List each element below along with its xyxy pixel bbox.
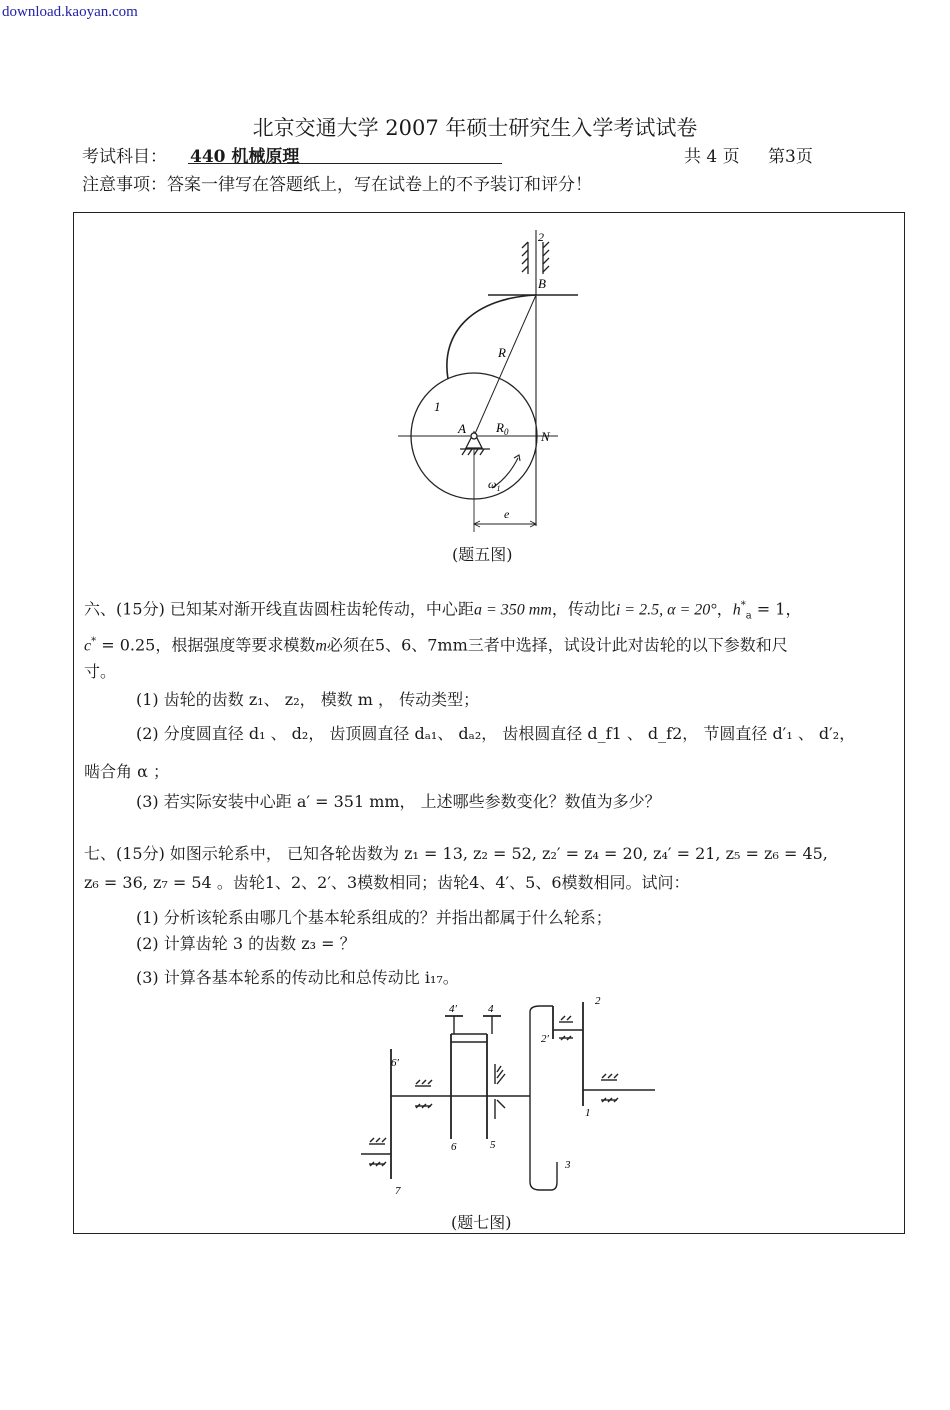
fig7-label-6p: 6′ xyxy=(391,1057,399,1069)
fig7-label-6: 6 xyxy=(451,1141,457,1153)
fig7-label-4: 4 xyxy=(488,1003,494,1015)
exam-title: 北京交通大学 2007 年硕士研究生入学考试试卷 xyxy=(252,116,698,140)
fig7-label-7: 7 xyxy=(395,1185,401,1197)
q6-item-2-cont: 啮合角 α ； xyxy=(84,762,169,781)
figure-7-caption: (题七图) xyxy=(451,1213,512,1232)
fig5-label-e: e xyxy=(504,507,510,521)
q6-item-1: (1) 齿轮的齿数 z₁、 z₂， 模数 m ， 传动类型； xyxy=(136,690,480,709)
fig5-label-B: B xyxy=(538,276,546,291)
exam-notice: 注意事项：答案一律写在答题纸上，写在试卷上的不予装订和评分！ xyxy=(82,175,592,195)
q6-line-1: 六、(15分) 已知某对渐开线直齿圆柱齿轮传动，中心距a = 350 mm，传动比i = 2.5, α = 20°，$h^*_a = 1$， xyxy=(84,599,802,622)
fig7-label-2: 2 xyxy=(595,995,601,1007)
q7-item-1: (1) 分析该轮系由哪几个基本轮系组成的？并指出都属于什么轮系； xyxy=(136,908,612,927)
q7-item-3: (3) 计算各基本轮系的传动比和总传动比 i₁₇。 xyxy=(136,968,459,987)
figure-5-cam-diagram xyxy=(380,226,610,536)
q6-line-3: 寸。 xyxy=(84,662,117,681)
subject-label: 考试科目： xyxy=(82,147,167,167)
fig5-label-R: R xyxy=(498,345,506,360)
fig5-label-A: A xyxy=(458,421,466,436)
q6-item-3: (3) 若实际安装中心距 a′ = 351 mm， 上述哪些参数变化？数值为多少？ xyxy=(136,792,661,811)
q6-line-2: c* = 0.25，根据强度等要求模数m必须在5、6、7mm三者中选择，试设计此对齿轮的以下参数和尺 xyxy=(84,635,788,655)
q6-item-2: (2) 分度圆直径 d₁ 、 d₂， 齿顶圆直径 dₐ₁、 dₐ₂， 齿根圆直径 d_f1 、 d_f2， 节圆直径 d′₁ 、 d′₂， xyxy=(136,724,856,743)
fig7-label-3: 3 xyxy=(565,1159,571,1171)
fig7-label-1: 1 xyxy=(585,1107,591,1119)
q7-line-1: 七、(15分) 如图示轮系中， 已知各轮齿数为 z₁ = 13, z₂ = 52, z₂′ = z₄ = 20, z₄′ = 21, z₅ = z₆ = 45, xyxy=(84,844,828,863)
q7-item-2: (2) 计算齿轮 3 的齿数 z₃ = ？ xyxy=(136,934,356,953)
page-number: 第3页 xyxy=(768,147,813,167)
fig7-label-5: 5 xyxy=(490,1139,496,1151)
subject-underline xyxy=(188,163,502,164)
fig5-label-omega: $\omega_1$ xyxy=(488,477,501,493)
fig5-label-R0: $R_0$ xyxy=(496,420,509,437)
figure-5-caption: (题五图) xyxy=(452,545,513,564)
fig5-label-N: N xyxy=(541,429,550,444)
fig7-label-4p: 4′ xyxy=(449,1003,457,1015)
subject-value: 440 机械原理 xyxy=(190,147,300,167)
q7-line-2: z₆ = 36, z₇ = 54 。齿轮1、2、2′、3模数相同；齿轮4、4′、5、6模数相同。试问： xyxy=(84,873,690,892)
page-count: 共 4 页 xyxy=(684,147,740,167)
fig7-label-2p: 2′ xyxy=(541,1033,549,1045)
fig5-label-1: 1 xyxy=(434,399,441,414)
source-watermark-text: download.kaoyan.com xyxy=(2,4,138,20)
figure-7-gear-train-diagram xyxy=(355,994,665,1202)
fig5-label-2: 2 xyxy=(538,230,544,244)
